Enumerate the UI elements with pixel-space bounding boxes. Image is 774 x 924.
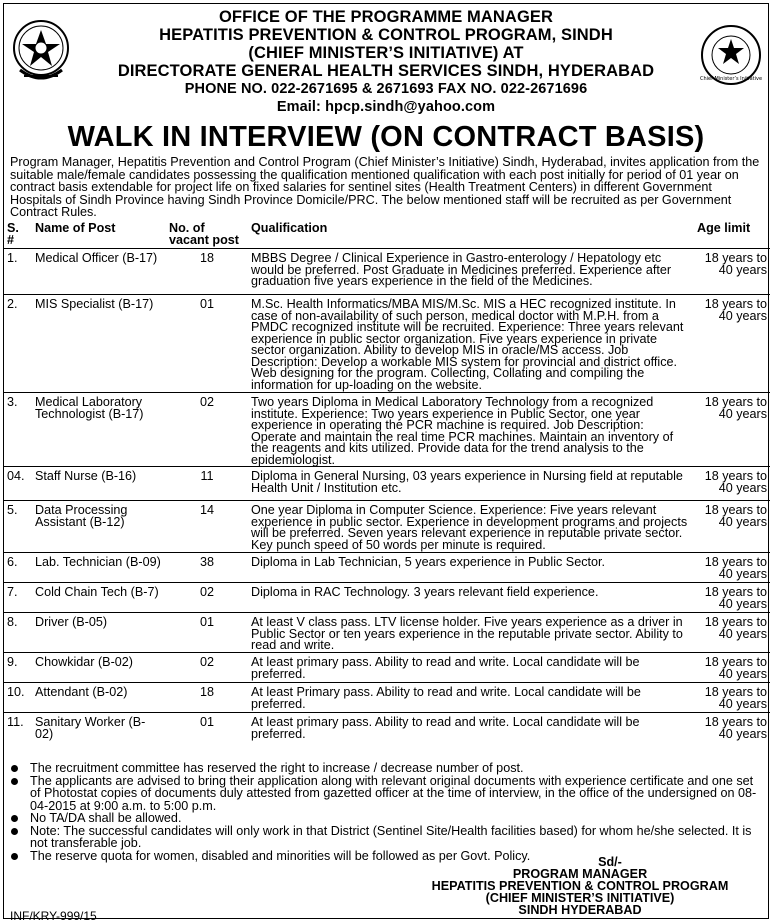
sindh-government-emblem-icon [10,18,72,88]
row-vacant: 38 [166,553,248,583]
table-row [4,501,770,553]
row-qualification: Diploma in RAC Technology. 3 years relevant field experience. [248,583,694,613]
table-row [4,553,770,583]
chief-minister-initiative-logo-icon [700,22,762,92]
header-vacant: No. of vacant post [169,221,239,247]
header-line-directorate: DIRECTORATE GENERAL HEALTH SERVICES SINDH, HYDERABAD [117,62,655,80]
table-header-row [4,220,770,249]
row-age-limit: 18 years to 40 years [694,713,770,743]
signature-location: SINDH HYDERABAD [518,903,642,917]
bullet-icon [11,778,18,785]
row-qualification: At least primary pass. Ability to read and write. Local candidate will be preferred. [248,653,694,683]
header-line-initiative: (CHIEF MINISTER’S INITIATIVE) AT [248,44,524,62]
note-item [8,775,758,813]
row-post-name: Medical Laboratory Technologist (B-17) [32,393,166,467]
row-sno: 9. [4,653,32,683]
header-line-program: HEPATITIS PREVENTION & CONTROL PROGRAM, SINDH [159,26,613,44]
row-age-limit: 18 years to 40 years [694,553,770,583]
note-text: The recruitment committee has reserved the right to increase / decrease number of post. [30,761,524,775]
row-age-limit: 18 years to 40 years [694,393,770,467]
table-row [4,583,770,613]
signature-initiative: (CHIEF MINISTER’S INITIATIVE) [485,891,675,905]
row-vacant: 18 [166,249,248,295]
row-qualification: Two years Diploma in Medical Laboratory Technology from a recognized institute. Experience: Two years experience in Public Sector, one year experience in operating the PCR machine is required. Job Description: Operate and maintain the real time PCR machines. Maintain an inventory of the reagents and kits utilized. Provide data for the trend analysis to the epidemiologist. [248,393,694,467]
table-row [4,653,770,683]
row-age-limit: 18 years to 40 years [694,583,770,613]
bullet-icon [11,765,18,772]
table-row [4,249,770,295]
note-item [8,825,758,850]
row-sno: 10. [4,683,32,713]
row-post-name: Medical Officer (B-17) [32,249,166,295]
table-row [4,713,770,743]
table-row [4,613,770,653]
note-text: The applicants are advised to bring their application along with relevant original documents with experience certificate and one set of Photostat copies of documents duly attested from gazetted officer at the time of interview, in the office of the undersigned on 08-04-2015 at 9:00 a.m. to 5:00 p.m. [30,773,757,813]
reference-number: INF/KRY-999/15 [10,909,97,923]
note-text: The reserve quota for women, disabled and minorities will be followed as per Govt. Policy. [30,848,531,863]
row-qualification: At least Primary pass. Ability to read and write. Local candidate will be preferred. [248,683,694,713]
row-post-name: Attendant (B-02) [32,683,166,713]
row-age-limit: 18 years to 40 years [694,653,770,683]
row-sno: 1. [4,249,32,295]
row-sno: 7. [4,583,32,613]
posts-table [4,220,770,743]
bullet-icon [11,828,18,835]
table-row [4,683,770,713]
row-vacant: 02 [166,393,248,467]
bullet-icon [11,853,18,860]
intro-paragraph: Program Manager, Hepatitis Prevention and Control Program (Chief Minister’s Initiative) Sindh, Hyderabad, invites application from the suitable male/female candidates possessing the qualification mentioned qualification with each post initially for period of 01 year on contract basis extendable for project life on fixed salaries for sentinel sites (Health Treatment Centers) in different Government Hospitals of Sindh Province having Sindh Province Domicile/PRC. The below mentioned staff will be recruited as per Government Contract Rules. [10,155,760,219]
row-vacant: 01 [166,713,248,743]
row-vacant: 01 [166,613,248,653]
row-post-name: Sanitary Worker (B-02) [32,713,166,743]
row-sno: 8. [4,613,32,653]
header-line-phone: PHONE NO. 022-2671695 & 2671693 FAX NO. 022-2671696 [184,81,588,97]
table-row [4,467,770,501]
signature-designation: PROGRAM MANAGER [512,867,648,881]
row-qualification: M.Sc. Health Informatics/MBA MIS/M.Sc. MIS a HEC recognized institute. In case of non-availability of such person, medical doctor with M.P.H. from a PMDC recognized institute will be recruited. Experience: Three years relevant experience in public sector organization. Five years experience in private sector organization. Ability to develop MIS in oracle/MS access. Job Description: Develop a workable MIS system for provincial and district office. Web designing for the program. Collecting, Collating and compiling the information for up-loading on the website. [248,295,694,393]
row-post-name: Lab. Technician (B-09) [32,553,166,583]
row-age-limit: 18 years to 40 years [694,467,770,501]
row-vacant: 14 [166,501,248,553]
row-post-name: MIS Specialist (B-17) [32,295,166,393]
signature-program: HEPATITIS PREVENTION & CONTROL PROGRAM [431,879,729,893]
advertisement-page [3,3,769,923]
row-age-limit: 18 years to 40 years [694,613,770,653]
row-sno: 6. [4,553,32,583]
header-sno: S. # [7,221,19,247]
row-sno: 5. [4,501,32,553]
note-text: Note: The successful candidates will only work in that District (Sentinel Site/Health facilities based) for whom he/she selected. It is not transferable job. [30,823,752,850]
row-vacant: 02 [166,653,248,683]
row-post-name: Data Processing Assistant (B-12) [32,501,166,553]
signature-block [410,856,750,916]
header-age: Age limit [697,221,751,235]
notes-list [8,762,758,862]
row-post-name: Cold Chain Tech (B-7) [32,583,166,613]
row-sno: 3. [4,393,32,467]
row-qualification: Diploma in Lab Technician, 5 years experience in Public Sector. [248,553,694,583]
row-qualification: Diploma in General Nursing, 03 years experience in Nursing field at reputable Health Unit / Institution etc. [248,467,694,501]
row-post-name: Staff Nurse (B-16) [32,467,166,501]
row-sno: 11. [4,713,32,743]
row-vacant: 11 [166,467,248,501]
row-qualification: At least primary pass. Ability to read and write. Local candidate will be preferred. [248,713,694,743]
row-post-name: Driver (B-05) [32,613,166,653]
page-title: WALK IN INTERVIEW (ON CONTRACT BASIS) [67,121,705,153]
right-logo-text: Chief Minister’s Initiative [700,76,762,82]
header-qualification: Qualification [251,221,328,235]
row-post-name: Chowkidar (B-02) [32,653,166,683]
header [4,4,768,116]
row-qualification: MBBS Degree / Clinical Experience in Gastro-enterology / Hepatology etc would be preferred. Post Graduate in Medicines preferred. Experience after graduation five years experience in the field of the Medicines. [248,249,694,295]
table-row [4,295,770,393]
row-age-limit: 18 years to 40 years [694,683,770,713]
row-vacant: 18 [166,683,248,713]
row-age-limit: 18 years to 40 years [694,249,770,295]
row-qualification: One year Diploma in Computer Science. Experience: Five years relevant experience in public sector. Experience in development programs and projects will be preferred. Seven years relevant experience in reputable private sector. Key punch speed of 50 words per minute is required. [248,501,694,553]
row-age-limit: 18 years to 40 years [694,501,770,553]
header-name: Name of Post [35,221,116,235]
header-line-office: OFFICE OF THE PROGRAMME MANAGER [218,8,553,26]
signature-sd: Sd/- [598,855,622,869]
row-sno: 2. [4,295,32,393]
table-row [4,393,770,467]
header-line-email: Email: hpcp.sindh@yahoo.com [276,99,496,115]
office-header-text [84,8,688,116]
note-text: No TA/DA shall be allowed. [30,811,182,825]
row-age-limit: 18 years to 40 years [694,295,770,393]
row-vacant: 02 [166,583,248,613]
row-vacant: 01 [166,295,248,393]
row-sno: 04. [4,467,32,501]
bullet-icon [11,815,18,822]
row-qualification: At least V class pass. LTV license holder. Five years experience as a driver in Public Sector or ten years experience in the reputable private sector. Ability to read and write. [248,613,694,653]
